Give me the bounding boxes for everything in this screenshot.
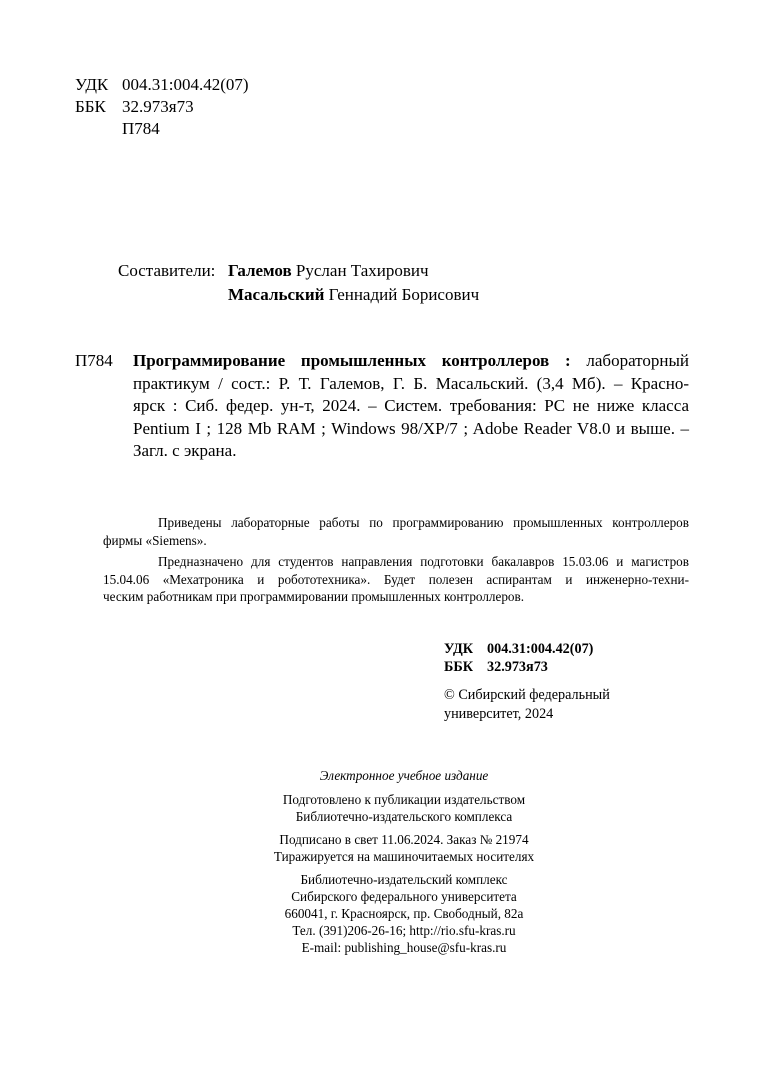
right-udk-value: 004.31:004.42(07) xyxy=(487,641,594,657)
right-udk-label: УДК xyxy=(444,641,474,657)
udk-label: УДК xyxy=(75,75,109,94)
abstract-p2-line-1: Предназначено для студентов направления подготовки бакалавров 15.03.06 и магистров xyxy=(158,554,689,569)
imprint-address xyxy=(229,871,579,956)
bbk-line xyxy=(75,96,249,118)
right-bbk-line xyxy=(444,658,593,676)
prepared-line-1: Подготовлено к публикации издательством xyxy=(282,792,526,807)
edition-type: Электронное учебное издание xyxy=(319,768,489,783)
right-bbk-value: 32.973я73 xyxy=(487,659,548,675)
author-sign: П784 xyxy=(122,119,160,138)
abstract xyxy=(103,514,689,606)
compiler-1 xyxy=(118,259,479,283)
right-udk-line xyxy=(444,640,593,658)
biblio-record xyxy=(133,350,689,463)
compiler-1-surname: Галемов xyxy=(228,261,292,280)
author-sign-line xyxy=(75,118,249,140)
biblio-line-1 xyxy=(133,350,689,373)
imprint-prepared xyxy=(229,791,579,825)
copyright-line-1: © Сибирский федеральный xyxy=(444,687,610,703)
copyright xyxy=(444,686,610,723)
biblio-line-5: Загл. с экрана. xyxy=(133,441,237,460)
right-bbk-label: ББК xyxy=(444,659,474,675)
biblio-line-2: практикум / сост.: Р. Т. Галемов, Г. Б. Масальский. (3,4 Мб). – Красно- xyxy=(133,373,689,393)
prepared-line-2: Библиотечно-издательского комплекса xyxy=(295,809,513,824)
compilers-label: Составители: xyxy=(118,261,216,280)
udk-value: 004.31:004.42(07) xyxy=(122,75,249,94)
biblio-code: П784 xyxy=(75,351,113,370)
replicated-line: Тиражируется на машиночитаемых носителях xyxy=(273,849,535,864)
abstract-p1-line-2: фирмы «Siemens». xyxy=(103,532,207,548)
bbk-value: 32.973я73 xyxy=(122,97,194,116)
address-line-1: Библиотечно-издательский комплекс xyxy=(300,872,508,887)
compiler-1-name: Руслан Тахирович xyxy=(295,261,429,280)
compiler-2 xyxy=(118,283,479,307)
abstract-p2-line-2: 15.04.06 «Мехатроника и робототехника». Будет полезен аспирантам и инженерно-техни- xyxy=(103,571,689,587)
address-phone-url: Тел. (391)206-26-16; http://rio.sfu-kras.ru xyxy=(292,923,516,938)
book-title: Программирование промышленных контроллеров : xyxy=(133,351,571,370)
address-line-2: Сибирского федерального университета xyxy=(291,889,517,904)
compilers-block xyxy=(118,259,479,307)
classification-codes xyxy=(75,74,249,140)
abstract-p2-line-3: ческим работникам при программировании промышленных контроллеров. xyxy=(103,589,525,604)
copyright-line-2: университет, 2024 xyxy=(444,705,554,722)
compiler-2-surname: Масальский xyxy=(228,285,325,304)
udk-line xyxy=(75,74,249,96)
biblio-line-4: Pentium I ; 128 Mb RAM ; Windows 98/XP/7 ; Adobe Reader V8.0 и выше. – xyxy=(133,418,689,438)
right-classification-codes xyxy=(444,640,593,676)
bbk-label: ББК xyxy=(75,97,106,116)
address-line-3: 660041, г. Красноярск, пр. Свободный, 82а xyxy=(284,906,524,921)
address-email: E-mail: publishing_house@sfu-kras.ru xyxy=(301,940,507,955)
signed-line: Подписано в свет 11.06.2024. Заказ № 21974 xyxy=(279,832,529,847)
abstract-p1-line-1: Приведены лабораторные работы по программированию промышленных контроллеров xyxy=(158,515,689,530)
imprint-signed xyxy=(229,831,579,865)
imprint-edition-type xyxy=(229,767,579,784)
biblio-line-3: ярск : Сиб. федер. ун-т, 2024. – Систем. требования: PC не ниже класса xyxy=(133,396,689,415)
compiler-2-name: Геннадий Борисович xyxy=(328,285,480,304)
book-subtitle-start: лабораторный xyxy=(586,351,689,370)
